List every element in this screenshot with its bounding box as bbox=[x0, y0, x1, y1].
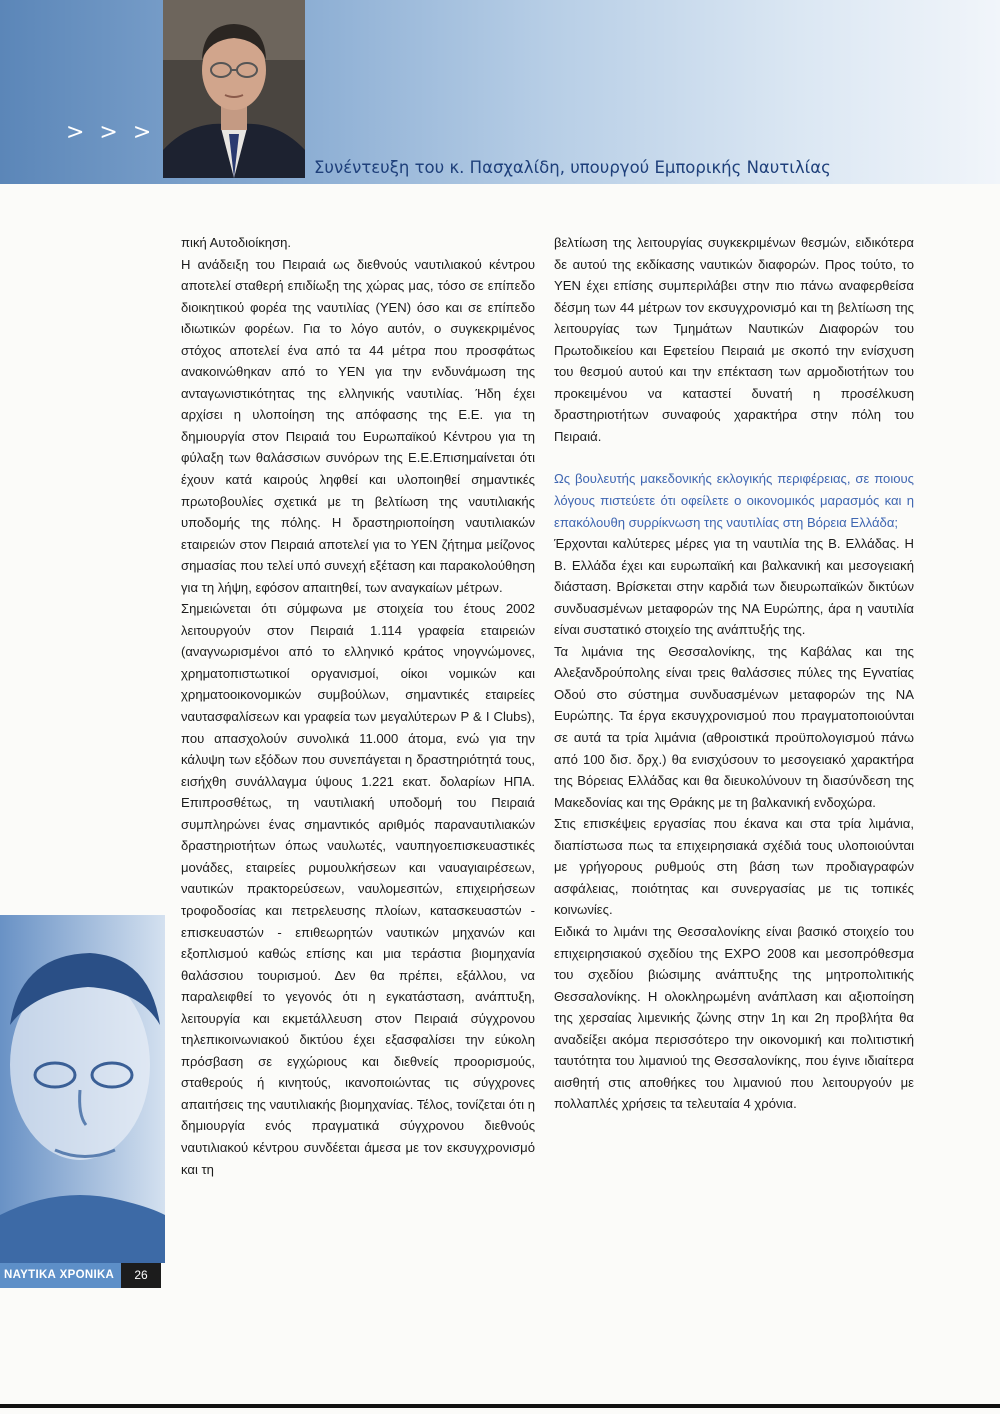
page-number: 26 bbox=[121, 1263, 161, 1288]
faded-portrait-illustration bbox=[0, 915, 165, 1263]
left-text-column bbox=[181, 232, 535, 1180]
publication-name: ΝΑΥΤΙΚΑ ΧΡΟΝΙΚΑ bbox=[0, 1263, 121, 1288]
paragraph: Σημειώνεται ότι σύμφωνα με στοιχεία του έτους 2002 λειτουργούν στον Πειραιά 1.114 γραφεία εταιρειών (αναγνωρισμένοι από το ελληνικό κράτος νηογνώμονες, χρηματοπιστωτικοί οργανισμοί, οίκοι νομικών και χρηματοοικονομικών συμβούλων, σημαντικές εταιρείες ναυτασφαλίσεων και γραφεία των μεγαλύτερων P & I Clubs), που απασχολούν συνολικά 11.000 άτομα, ενώ για την κάλυψη των εξόδων που συνεπάγεται η δραστηριότητά τους, εισήχθη συνάλλαγμα ύψους 1.221 εκατ. δολαρίων ΗΠΑ. Επιπροσθέτως, τη ναυτιλιακή υποδομή του Πειραιά συμπληρώνει ένας σημαντικός αριθμός παραναυτιλιακών δραστηριοτήτων όπως ναυλωτές, ναυπηγοεπισκευαστικές μονάδες, εταιρείες ρυμουλκήσεων και ναυαγιαιρέσεων, ναυτικών πρακτορεύσεων, ναυλομεσιτών, επιχειρήσεων τροφοδοσίας και πετρελευσης πλοίων, κατασκευαστών - επισκευαστών - επιθεωρητών ναυτικών μηχανών και εξοπλισμού καθώς επίσης και μια τεράστια βιομηχανία θαλάσσιου τουρισμού. Δεν θα πρέπει, εξάλλου, να παραλειφθεί το γεγονός ότι η εγκατάσταση, ανάπτυξη, λειτουργία και εκμετάλλευση στον Πειραιά σύγχρονου τηλεπικοινωνιακού δικτύου έχει εξασφαλίσει την εύκολη πρόσβαση σε εγχώριους και διεθνείς προορισμούς, σταθερούς ή κινητούς, ικανοποιώντας τις σύγχρονες απαιτήσεις της ναυτιλιακής βιομηχανίας. Τέλος, τονίζεται ότι η δημιουργία ενός πραγματικά σύγχρονου διεθνούς ναυτιλιακού κέντρου συνδέεται άμεσα με τον εκσυγχρονισμό και τη bbox=[181, 601, 535, 1177]
paragraph: Στις επισκέψεις εργασίας που έκανα και στα τρία λιμάνια, διαπίστωσα πως τα επιχειρησιακά σχέδιά τους υλοποιούνται με γρήγορους ρυθμούς στη βάση των προδιαγραφών ασφάλειας, ποιότητας και συνεργασίας με τις τοπικές κοινωνίες. bbox=[554, 816, 914, 918]
paragraph: Ειδικά το λιμάνι της Θεσσαλονίκης είναι βασικό στοιχείο του επιχειρησιακού σχεδίου της EXPO 2008 και μεσοπρόθεσμα του σχεδίου βιώσιμης ανάπτυξης της μητροπολιτικής Θεσσαλονίκης. Η ολοκληρωμένη ανάπλαση και αξιοποίηση της χερσαίας λιμενικής ζώνης στην 1η και 2η προβλήτα θα αναδείξει ακόμα περισσότερο την οικονομική και πολιτιστική ταυτότητα του λιμανιού της Θεσσαλονίκης, που έγινε ιδιαίτερα αισθητή στις αποθήκες του λιμανιού που λειτουργούν με πολλαπλές χρήσεις τα τελευταία 4 χρόνια. bbox=[554, 923, 914, 1112]
paragraph: βελτίωση της λειτουργίας συγκεκριμένων θεσμών, ειδικότερα δε αυτού της εκδίκασης ναυτικών διαφορών. Προς τούτο, το ΥΕΝ έχει επίσης συμπεριλάβει στην πιο πάνω αναφερθείσα δέσμη των 44 μέτρων τον εκσυγχρονισμό και τη βελτίωση της λειτουργίας των Τμημάτων Ναυτικών Διαφορών του Πρωτοδικείου και Εφετείου Πειραιά με σκοπό την ενίσχυση του θεσμού αυτού και την επέκταση των αρμοδιοτήτων του προκειμένου να καταστεί δυνατή η προσέλκυση δραστηριοτήτων συναφούς χαρακτήρα στην πόλη του Πειραιά. bbox=[554, 235, 914, 444]
paragraph: Τα λιμάνια της Θεσσαλονίκης, της Καβάλας και της Αλεξανδρούπολης είναι τρεις θαλάσσιες πύλες της Εγνατίας Οδού στο σύστημα συνδυασμένων μεταφορών της ΝΑ Ευρώπης. Τα έργα εκσυγχρονισμού που πραγματοποιούνται σε αυτά τα τρία λιμάνια (αθροιστικά προϋπολογισμού πάνω από 100 δισ. δρχ.) θα ενισχύσουν το μεσογειακό χαρακτήρα της Βόρειας Ελλάδας και θα διευκολύνουν τη διασύνδεση της Μακεδονίας και της Θράκης με τη βαλκανική ενδοχώρα. bbox=[554, 643, 914, 810]
paragraph: Η ανάδειξη του Πειραιά ως διεθνούς ναυτιλιακού κέντρου αποτελεί σταθερή επιδίωξη της χώρας μας, τόσο σε επίπεδο διοικητικού φορέα της ναυτιλίας (ΥΕΝ) όσο και σε επίπεδο ιδιωτικών φορέων. Για το λόγο αυτόν, ο συγκεκριμένος στόχος αποτελεί ένα από τα 44 μέτρα που προσφάτως ανακοινώθηκαν από το ΥΕΝ για την ενδυνάμωση της ανταγωνιστικότητας της ελληνικής ναυτιλίας. Ήδη έχει αρχίσει η υλοποίηση της απόφασης της Ε.Ε. για τη δημιουργία στον Πειραιά του Ευρωπαϊκού Κέντρου για τη φύλαξη των θαλάσσιων συνόρων της Ε.Ε.Επισημαίνεται ότι έχουν κατά καιρούς ληφθεί και υλοποιηθεί σημαντικές πρωτοβουλίες σχετικά με τη βελτίωση της ναυτιλιακής υποδομής της πόλης. Η δραστηριοποίηση ναυτιλιακών εταιρειών στον Πειραιά αποτελεί για το ΥΕΝ ζήτημα μείζονος σημασίας που τελεί υπό συνεχή εξέταση και παρακολούθηση για τη λήψη, εφόσον απαιτηθεί, των αναγκαίων μέτρων. bbox=[181, 256, 535, 595]
interview-question: Ως βουλευτής μακεδονικής εκλογικής περιφέρειας, σε ποιους λόγους πιστεύετε ότι οφείλετε ο οικονομικός μαρασμός και η επακόλουθη συρρίκνωση της ναυτιλίας στη Βόρεια Ελλάδα; bbox=[554, 471, 914, 530]
interviewee-photo bbox=[163, 0, 305, 178]
article-title: Συνέντευξη του κ. Πασχαλίδη, υπουργού Εμπορικής Ναυτιλίας bbox=[314, 158, 831, 177]
header-band bbox=[0, 0, 1000, 184]
right-text-column bbox=[554, 232, 914, 1115]
faded-portrait-decoration bbox=[0, 915, 165, 1263]
paragraph: πική Αυτοδιοίκηση. bbox=[181, 235, 292, 250]
paragraph: Έρχονται καλύτερες μέρες για τη ναυτιλία της Β. Ελλάδας. Η Β. Ελλάδα έχει και ευρωπαϊκή και βαλκανική και μεσογειακή διάσταση. Βρίσκεται στην καρδιά των διευρωπαϊκών δικτύων συνδυασμένων μεταφορών της ΝΑ Ευρώπης, άρα η ναυτιλία είναι συστατικό στοιχείο της ανάπτυξής της. bbox=[554, 536, 914, 638]
portrait-illustration bbox=[163, 0, 305, 178]
section-chevrons: > > > bbox=[66, 120, 156, 145]
bottom-rule bbox=[0, 1404, 1000, 1408]
